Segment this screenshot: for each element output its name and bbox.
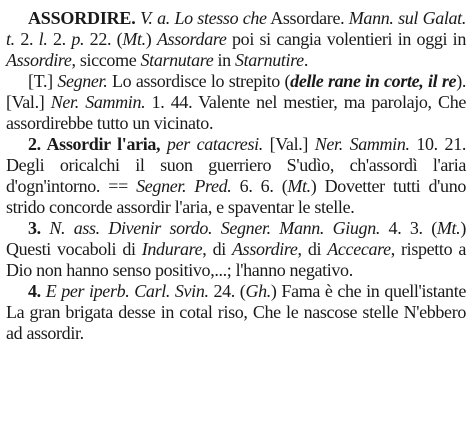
entry-paragraph-1 (6, 8, 466, 71)
styled-text: N. ass. Divenir sordo. Segner. Mann. Giugn. (49, 218, 380, 238)
body-text: 22. ( (84, 29, 123, 49)
body-text: 2. (14, 29, 39, 49)
sense-number: 4. (28, 281, 41, 301)
body-text: ) Dovetter tutti d'uno strido concorde assordir l'aria, e spaventar le stelle. (6, 176, 466, 217)
styled-text: Mt. (436, 218, 461, 238)
styled-text: E per iperb. Carl. Svin. (45, 281, 209, 301)
body-text: ) Questi vocaboli di (6, 218, 466, 259)
body-text: , rispetto a Dio non hanno senso positivo,...; l'hanno negativo. (6, 239, 466, 280)
styled-text: Lo stesso che (174, 8, 267, 28)
styled-text: Indurare (141, 239, 203, 259)
body-text: 10. 21. Degli oricalchi il suon guerriero S'udìo, ch'assordì l'aria d'ogn'intorno. == (6, 134, 466, 196)
body-text (160, 134, 167, 154)
entry-paragraph-5 (6, 281, 466, 344)
body-text: 6. 6. ( (231, 176, 288, 196)
dictionary-entry-assordire (6, 8, 466, 344)
paragraph-body (6, 134, 466, 217)
body-text: 1. 44. Valente nel mestier, ma parolajo, Che assordirebbe tutto un vicinato. (6, 92, 466, 133)
body-text: [T.] (28, 71, 58, 91)
sense-number: 2. Assordir l'aria, (28, 134, 161, 154)
body-text: Lo assordisce lo strepito ( (107, 71, 291, 91)
body-text: , siccome (71, 50, 141, 70)
paragraph-body (6, 218, 466, 280)
body-text: . (303, 50, 308, 70)
paragraph-body (6, 71, 466, 133)
body-text: 4. 3. ( (380, 218, 437, 238)
entry-paragraph-2 (6, 71, 466, 134)
styled-text: Segner. (57, 71, 108, 91)
styled-text: Assordare (156, 29, 227, 49)
styled-text: Mann. sul Galat. t. (6, 8, 466, 49)
styled-text: p. (71, 29, 85, 49)
styled-text: Starnutare (140, 50, 214, 70)
body-text: , di (202, 239, 233, 259)
body-text: ) Fama è che in quell'istante La gran brigata desse in cotal riso, Che le nascose stelle N'ebbero ad assordir. (6, 281, 466, 343)
entry-paragraph-4 (6, 218, 466, 281)
sense-number: 3. (28, 218, 41, 238)
entry-paragraph-3 (6, 134, 466, 218)
body-text: poi si cangia volentieri in oggi in (226, 29, 466, 49)
styled-text: Mt. (122, 29, 146, 49)
paragraph-body (6, 281, 466, 343)
styled-text: per catacresi. (166, 134, 263, 154)
body-text: 2. (47, 29, 72, 49)
body-text: ). [Val.] (6, 71, 466, 112)
body-text: 24. ( (208, 281, 246, 301)
styled-text: delle rane in corte, il re (290, 71, 457, 91)
styled-text: Ner. Sammin. (50, 92, 146, 112)
styled-text: Assordire (232, 239, 298, 259)
styled-text: V. a. (140, 8, 170, 28)
styled-text: Assordire (6, 50, 72, 70)
styled-text: Gh. (245, 281, 271, 301)
styled-text: Ner. Sammin. (314, 134, 410, 154)
body-text: in (213, 50, 235, 70)
styled-text: Accecare (327, 239, 391, 259)
styled-text: Segner. Pred. (136, 176, 232, 196)
styled-text: l. (38, 29, 48, 49)
entry-headword: ASSORDIRE. (28, 8, 136, 28)
styled-text: Starnutire (234, 50, 304, 70)
body-text: ) (145, 29, 157, 49)
body-text: [Val.] (262, 134, 315, 154)
body-text: , di (297, 239, 328, 259)
styled-text: Mt. (287, 176, 311, 196)
body-text: Assordare. (266, 8, 349, 28)
